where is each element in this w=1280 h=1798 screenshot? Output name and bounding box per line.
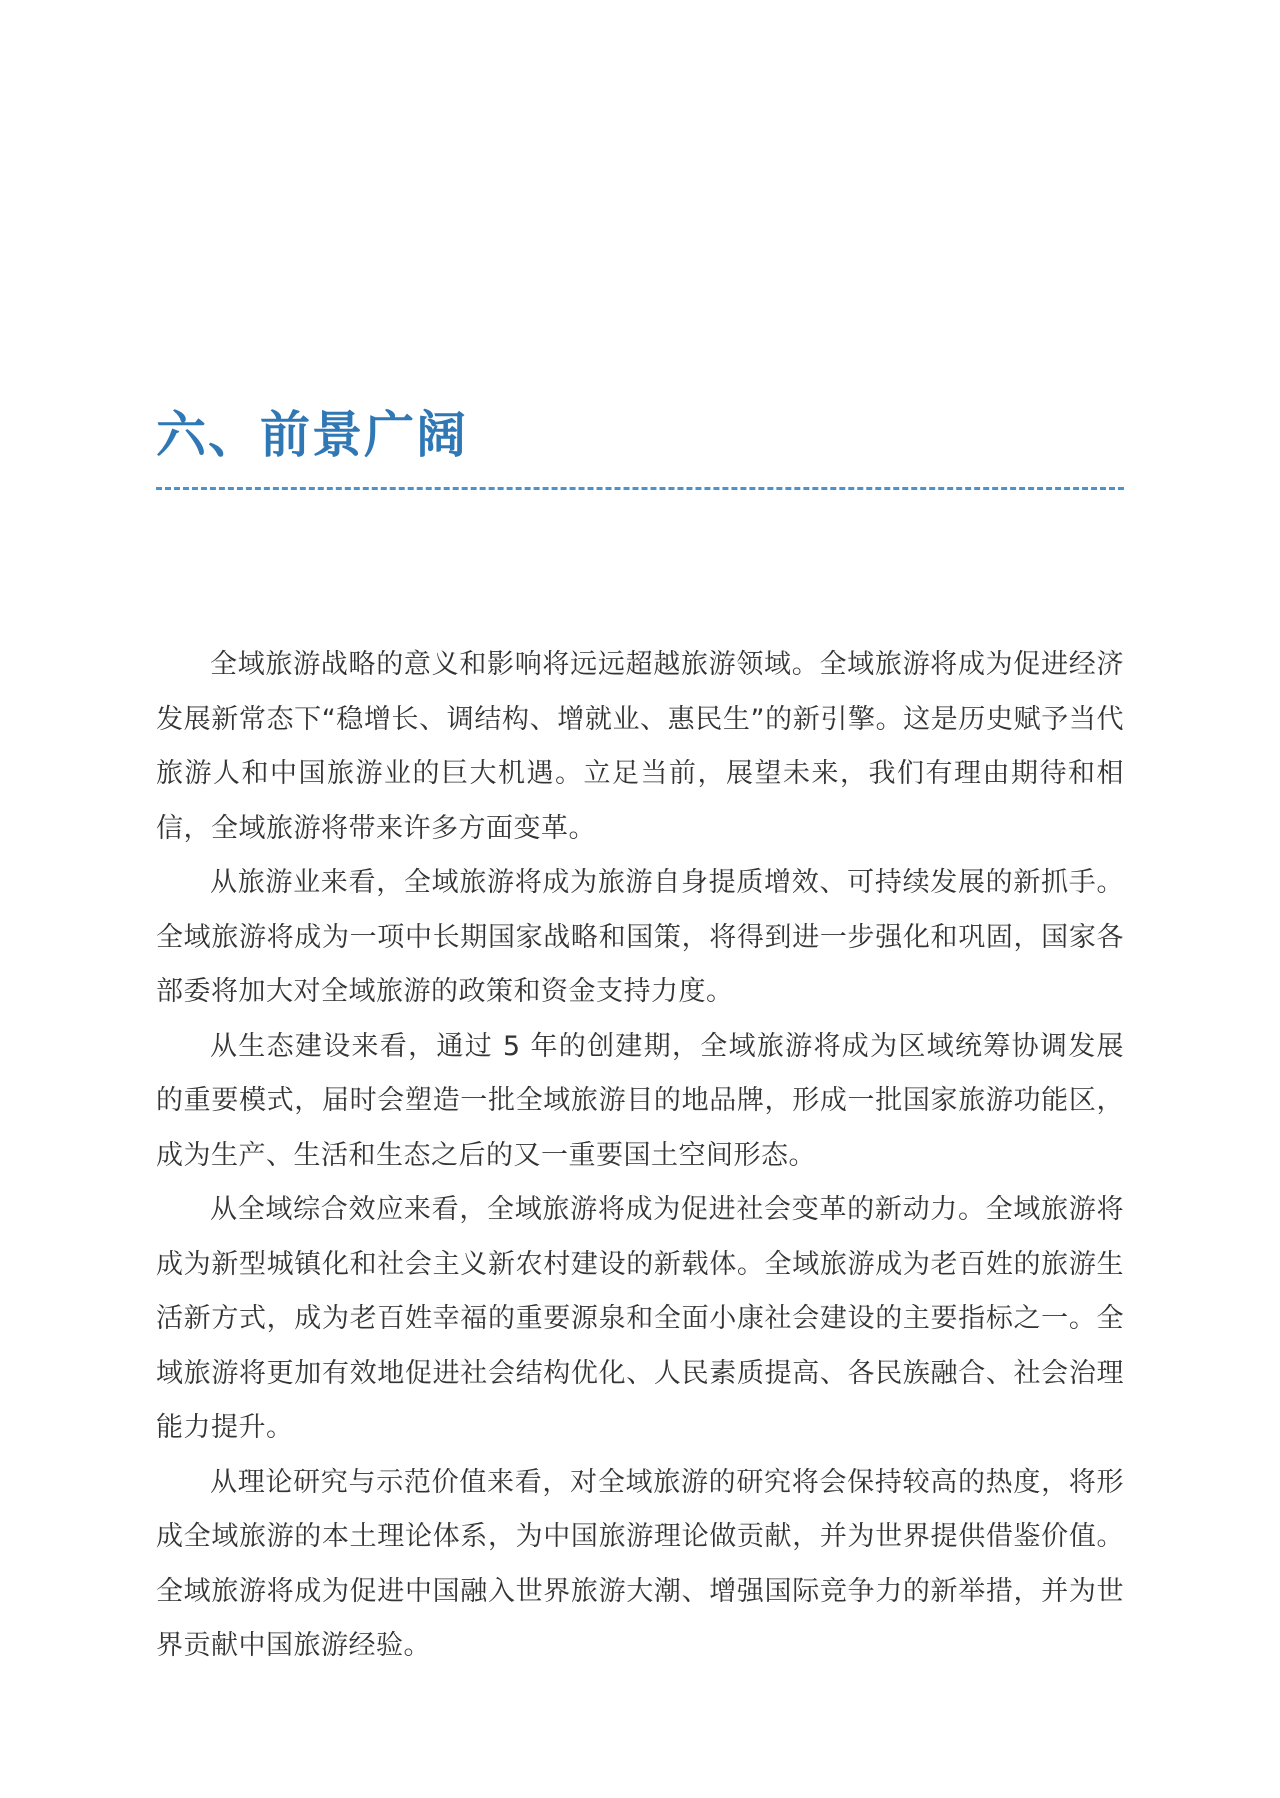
- paragraph-theoretical-research: 从理论研究与示范价值来看，对全域旅游的研究将会保持较高的热度，将形成全域旅游的本土理论体系，为中国旅游理论做贡献，并为世界提供借鉴价值。全域旅游将成为促进中国融入世界旅游大潮、增强国际竞争力的新举措，并为世界贡献中国旅游经验。: [156, 1466, 1124, 1661]
- paragraph-comprehensive-effect: 从全域综合效应来看，全域旅游将成为促进社会变革的新动力。全域旅游将成为新型城镇化和社会主义新农村建设的新载体。全域旅游成为老百姓的旅游生活新方式，成为老百姓幸福的重要源泉和全面小康社会建设的主要指标之一。全域旅游将更加有效地促进社会结构优化、人民素质提高、各民族融合、社会治理能力提升。: [156, 1194, 1124, 1443]
- paragraph-intro: 全域旅游战略的意义和影响将远远超越旅游领域。全域旅游将成为促进经济发展新常态下“稳增长、调结构、增就业、惠民生”的新引擎。这是历史赋予当代旅游人和中国旅游业的巨大机遇。立足当前，展望未来，我们有理由期待和相信，全域旅游将带来许多方面变革。: [156, 649, 1124, 844]
- section-title: 六、前景广阔: [156, 406, 468, 464]
- paragraph-ecological-construction: 从生态建设来看，通过 5 年的创建期，全域旅游将成为区域统筹协调发展的重要模式，届时会塑造一批全域旅游目的地品牌，形成一批国家旅游功能区，成为生产、生活和生态之后的又一重要国土空间形态。: [156, 1030, 1124, 1171]
- paragraph-tourism-industry: 从旅游业来看，全域旅游将成为旅游自身提质增效、可持续发展的新抓手。全域旅游将成为一项中长期国家战略和国策，将得到进一步强化和巩固，国家各部委将加大对全域旅游的政策和资金支持力度。: [156, 867, 1124, 1007]
- body-text: [156, 638, 1124, 1674]
- title-dashed-divider: [156, 487, 1124, 490]
